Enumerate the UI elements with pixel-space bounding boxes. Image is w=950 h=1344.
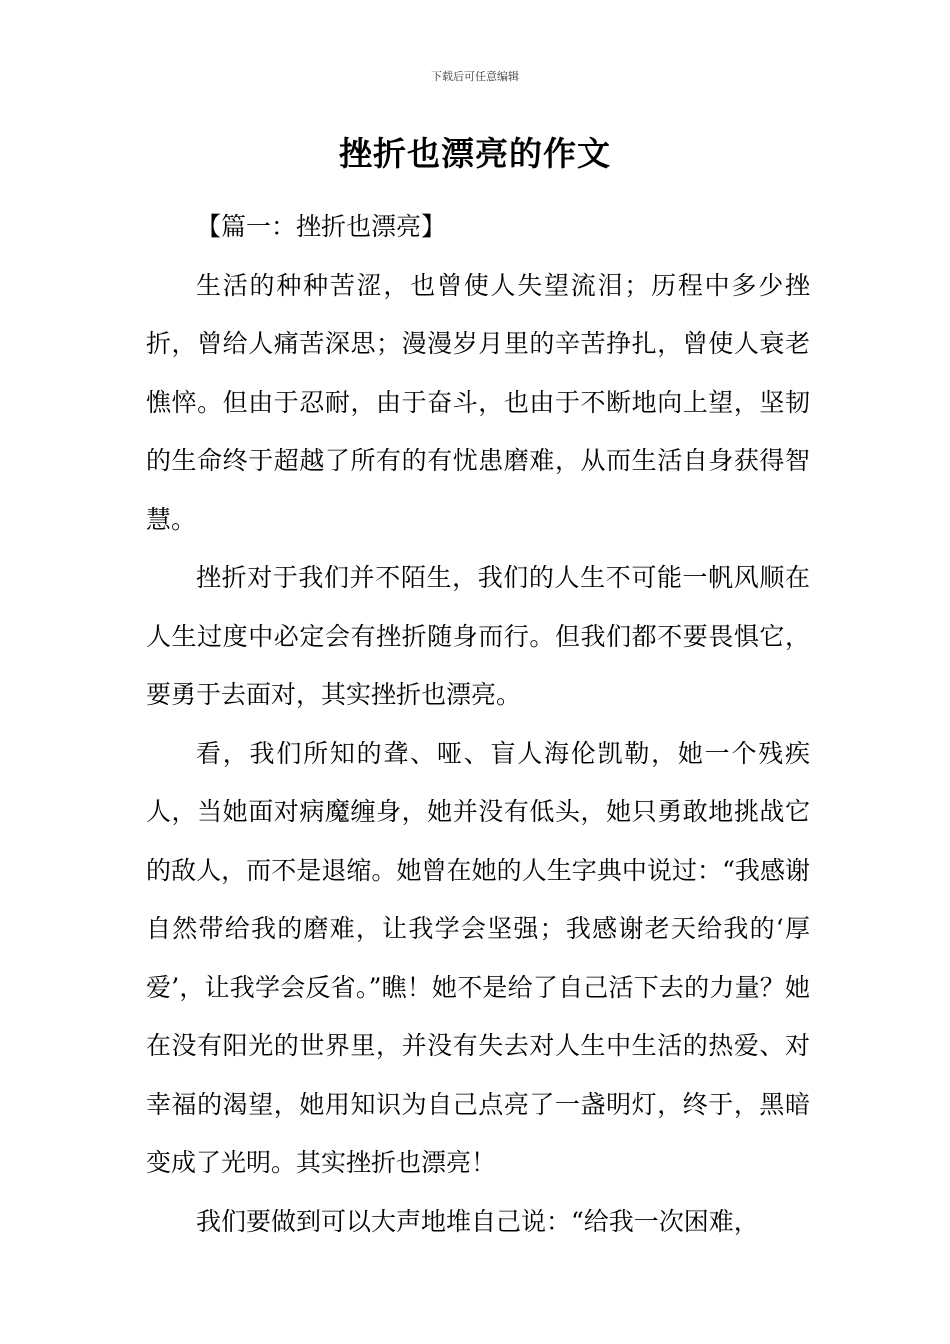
section-heading: 【篇一：挫折也漂亮】 <box>196 212 447 241</box>
paragraph: 我们要做到可以大声地堆自己说：“给我一次困难， <box>196 1206 759 1236</box>
paragraph: 生活的种种苦涩，也曾使人失望流泪；历程中多少挫折，曾给人痛苦深思；漫漫岁月里的辛苦挣扎，曾使人衰老憔悴。但由于忍耐，由于奋斗，也由于不断地向上望，坚韧的生命终于超越了所有的有忧患磨难，从而生活自身获得智慧。 <box>146 270 810 534</box>
paragraph: 挫折对于我们并不陌生，我们的人生不可能一帆风顺在人生过度中必定会有挫折随身而行。但我们都不要畏惧它，要勇于去面对，其实挫折也漂亮。 <box>146 563 810 709</box>
document-body <box>146 198 810 1251</box>
document-title: 挫折也漂亮的作文 <box>339 134 611 173</box>
header-note: 下载后可任意编辑 <box>431 70 519 83</box>
paragraph: 看，我们所知的聋、哑、盲人海伦凯勒，她一个残疾人，当她面对病魔缠身，她并没有低头，她只勇敢地挑战它的敌人，而不是退缩。她曾在她的人生字典中说过：“我感谢自然带给我的磨难，让我学会坚强；我感谢老天给我的‘厚爱’，让我学会反省。”瞧！她不是给了自己活下去的力量？她在没有阳光的世界里，并没有失去对人生中生活的热爱、对幸福的渴望，她用知识为自己点亮了一盏明灯，终于，黑暗变成了光明。其实挫折也漂亮！ <box>146 738 810 1177</box>
